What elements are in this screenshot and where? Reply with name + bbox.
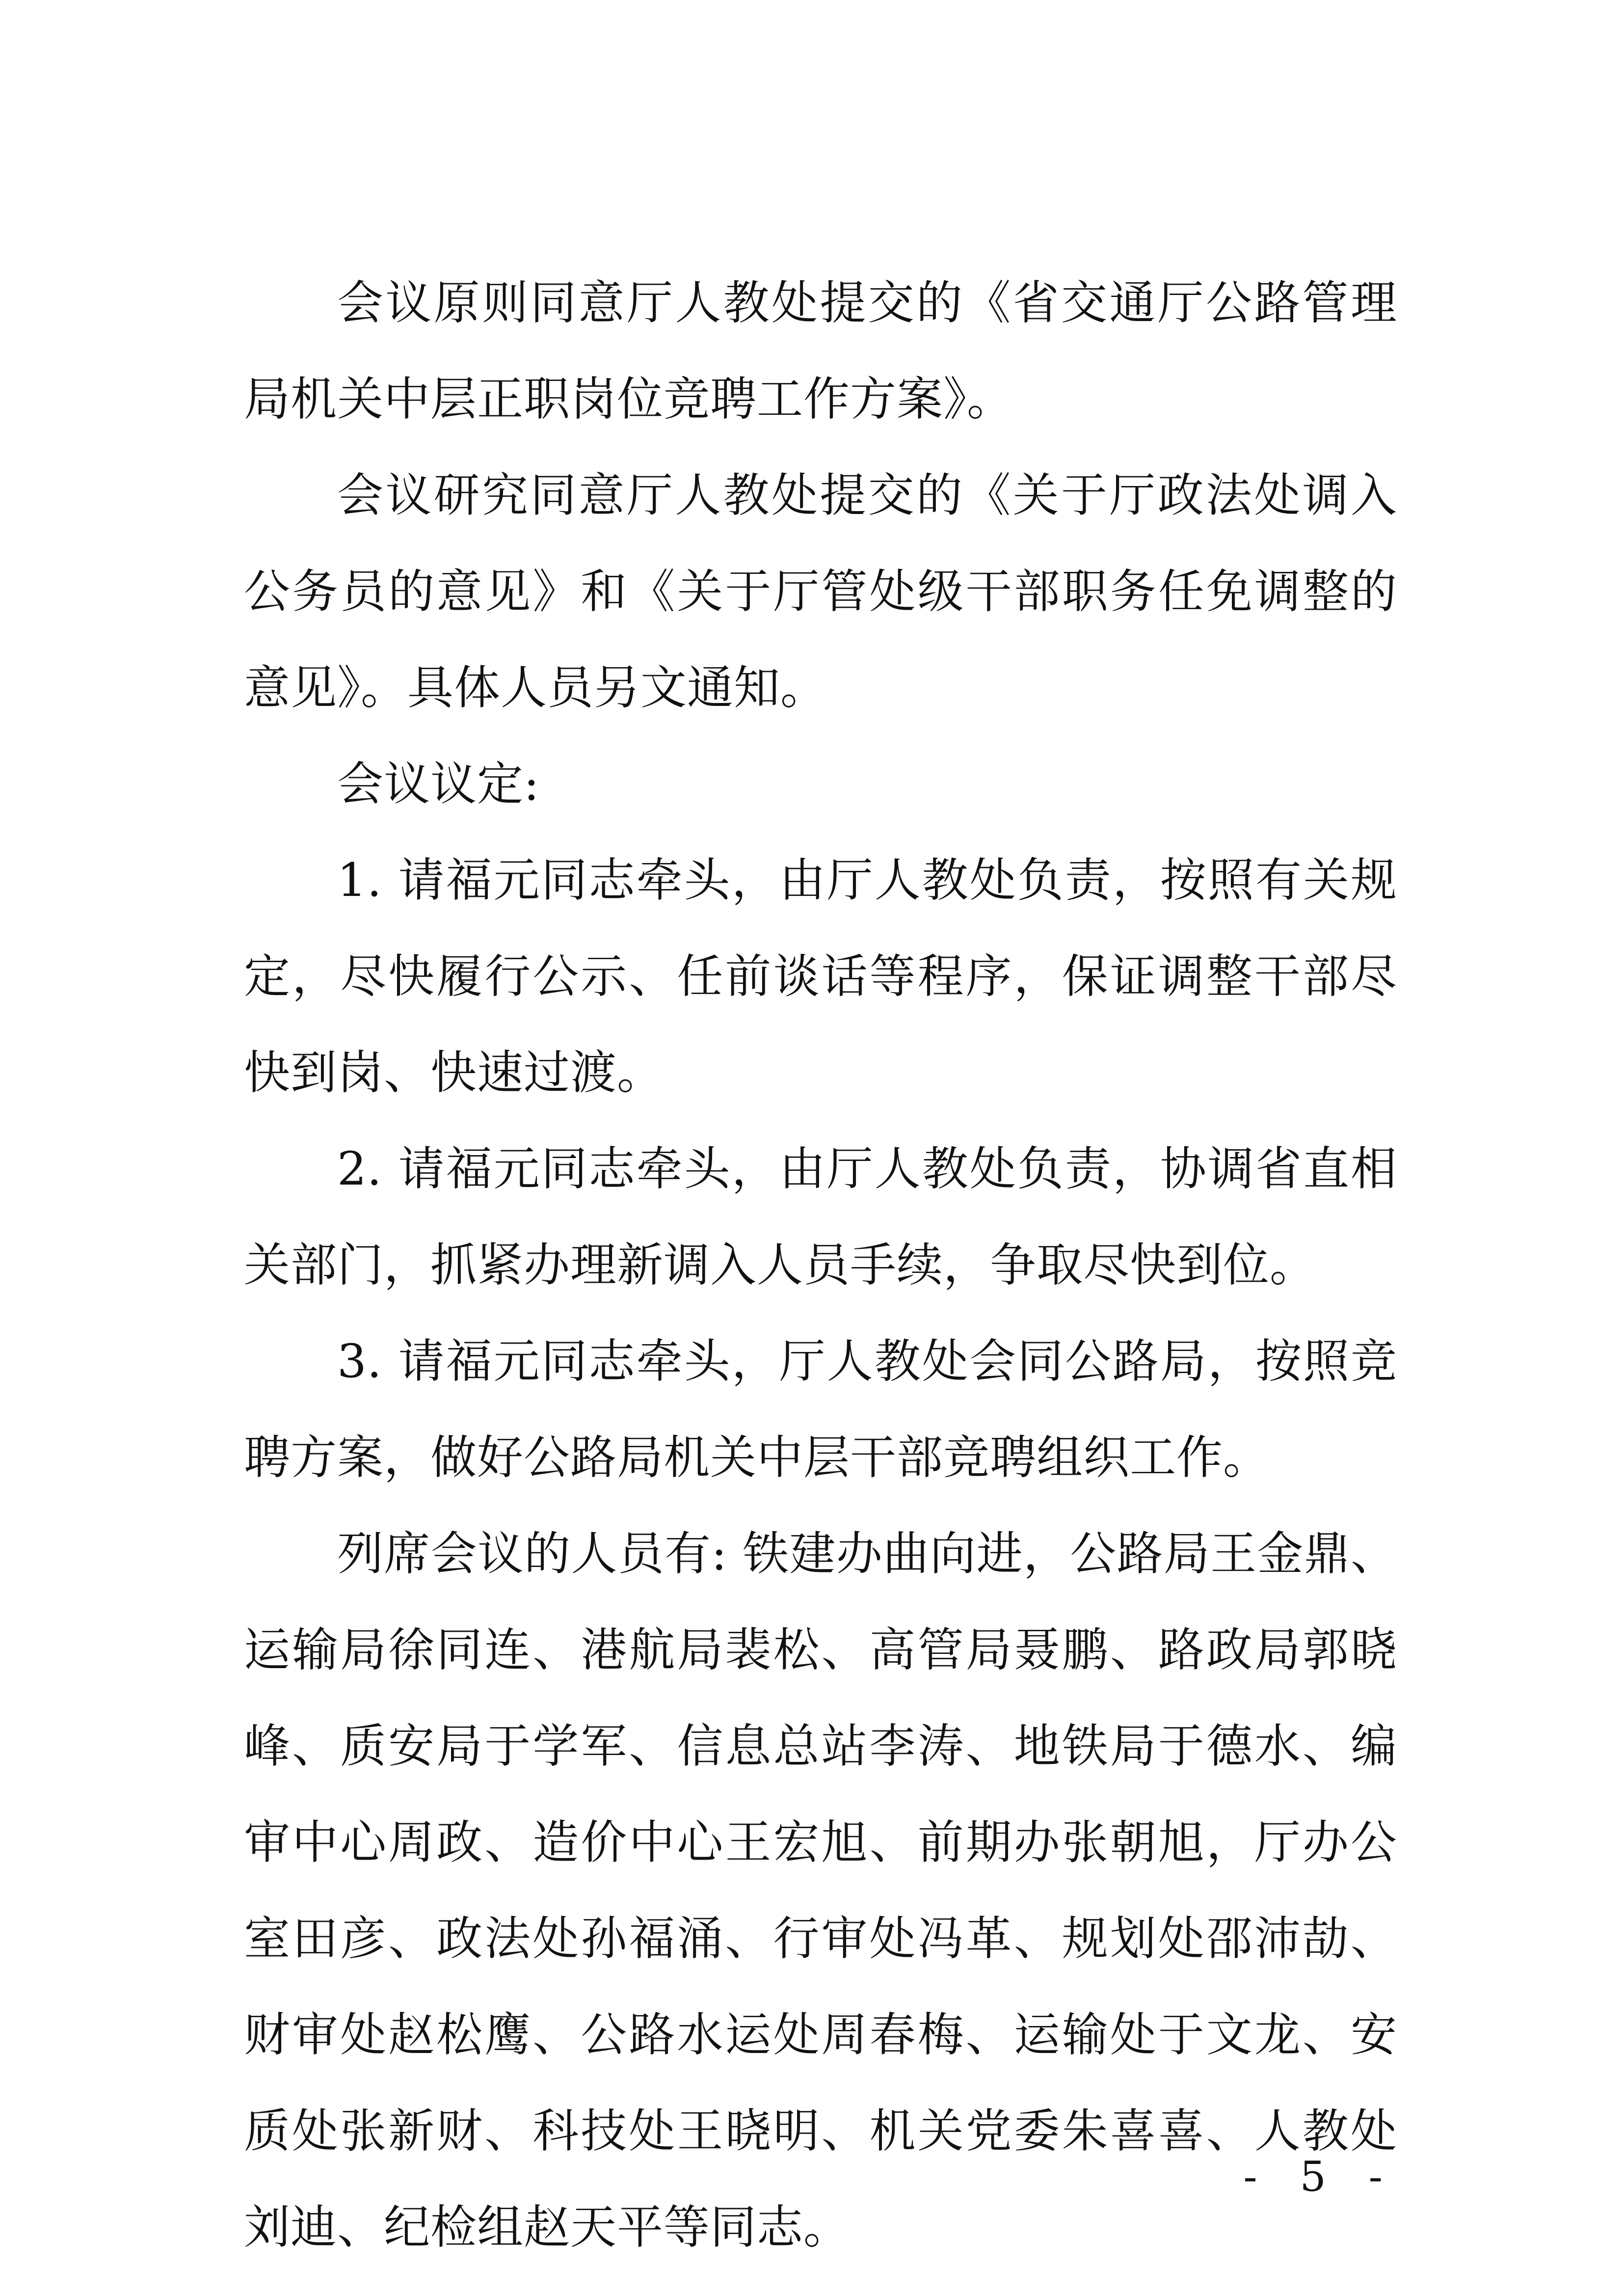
paragraph-resolutions-heading: 会议议定: — [337, 757, 540, 811]
paragraph-approval-opinions: 会议研究同意厅人教处提交的《关于厅政法处调入公务员的意见》和《关于厅管处级干部职务任免调整的意见》。具体人员另文通知。 — [244, 469, 1397, 715]
body-text — [244, 255, 1397, 2276]
paragraph-attendees: 列席会议的人员有: 铁建办曲向进，公路局王金鼎、运输局徐同连、港航局裴松、高管局聂鹏、路政局郭晓峰、质安局于学军、信息总站李涛、地铁局于德水、编审中心周政、造价中心王宏旭、前期办张朝旭，厅办公室田彦、政法处孙福涌、行审处冯革、规划处邵沛劼、财审处赵松鹰、公路水运处周春梅、运输处于文龙、安质处张新财、科技处王晓明、机关党委朱喜喜、人教处刘迪、纪检组赵天平等同志。 — [244, 1527, 1397, 2254]
page-number: - 5 - — [1243, 2153, 1397, 2201]
paragraph-resolution-1: 1. 请福元同志牵头，由厅人教处负责，按照有关规定，尽快履行公示、任前谈话等程序，保证调整干部尽快到岗、快速过渡。 — [244, 854, 1397, 1100]
paragraph-resolution-3: 3. 请福元同志牵头，厅人教处会同公路局，按照竞聘方案，做好公路局机关中层干部竞聘组织工作。 — [244, 1335, 1397, 1485]
paragraph-resolution-2: 2. 请福元同志牵头，由厅人教处负责，协调省直相关部门，抓紧办理新调入人员手续，争取尽快到位。 — [244, 1142, 1397, 1292]
paragraph-approval-plan: 会议原则同意厅人教处提交的《省交通厅公路管理局机关中层正职岗位竞聘工作方案》。 — [244, 276, 1397, 426]
